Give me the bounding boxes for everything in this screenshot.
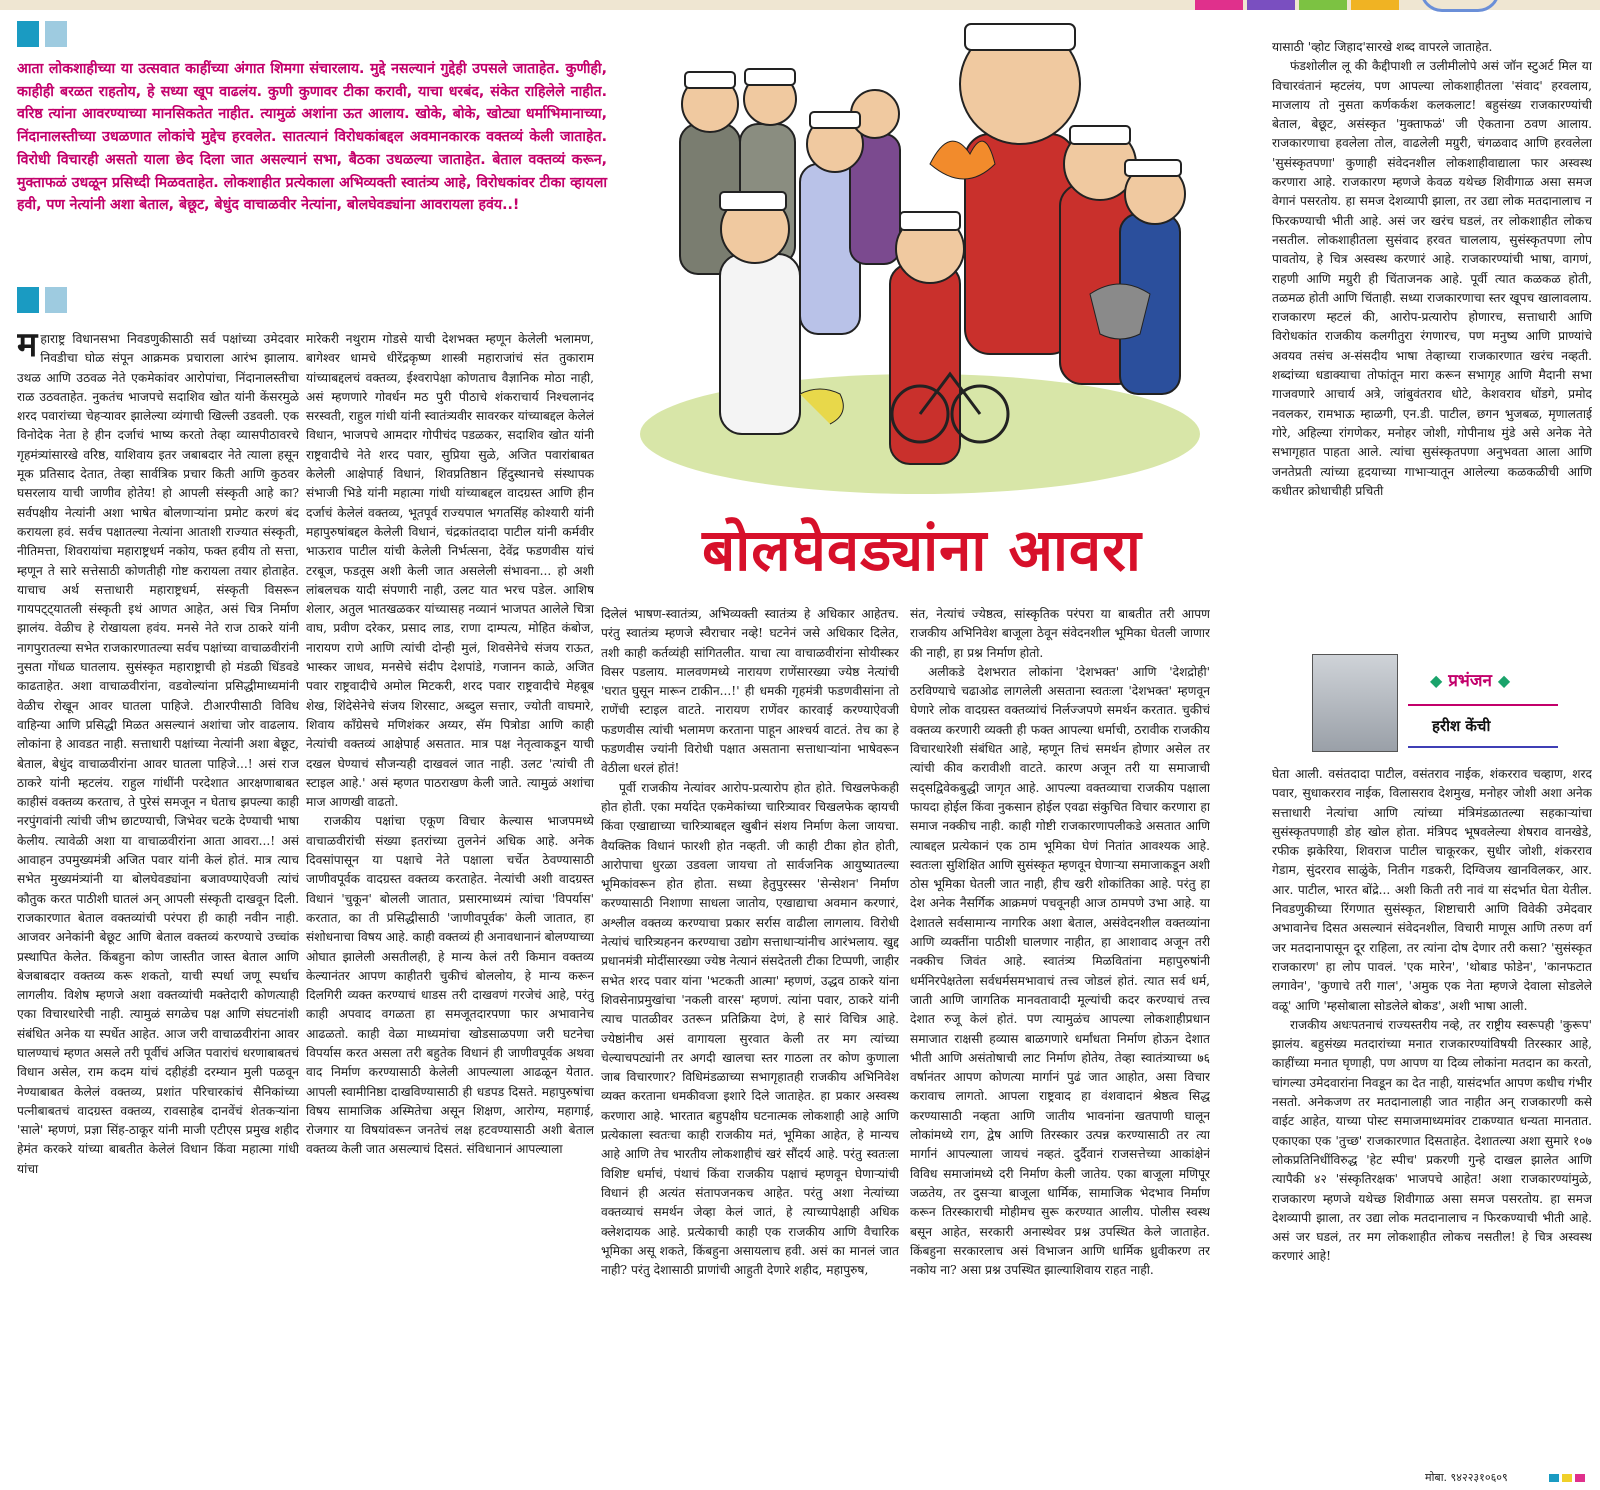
author-mobile: मोबा. ९४२२३१०६०९ bbox=[1425, 1471, 1508, 1484]
decor-square bbox=[45, 287, 67, 313]
article-paragraph: यासाठी 'व्होट जिहाद'सारखे शब्द वापरले जाताहेत. bbox=[1272, 40, 1493, 54]
author-name: हरीश केंची bbox=[1432, 717, 1491, 735]
article-column-4 bbox=[910, 605, 1210, 1470]
diamond-icon: ◆ bbox=[1430, 671, 1443, 690]
article-column-5-bottom bbox=[1272, 765, 1592, 1465]
article-paragraph: राजकीय अधःपतनाचं राज्यस्तरीय नव्हे, तर राष्ट्रीय स्वरूपही 'कुरूप' झालंय. बहुसंख्य मतदारांच्या मनात राजकारण्यांविषयी तिरस्कार आहे, काहींच्या मनात घृणाही, पण आपण या दिव्य लोकांना मतदान का करतो, चांगल्या उमेदवारांना निवडून का देत नाही, यासंदर्भात आपण कधीच गंभीर नसतो. अनेकजण तर मतदानालाही जात नाहीत अन् राजकारणी कसे वाईट आहेत, याच्या पोस्ट समाजमाध्यमांवर टाकण्यात धन्यता मानतात. एकाएका एक 'तुच्छ' राजकारणात दिसताहेत. देशातल्या अशा सुमारे १०७ लोकप्रतिनिधींविरुद्ध 'हेट स्पीच' प्रकरणी गुन्हे दाखल झालेत आणि त्यापैकी ४२ 'संस्कृतिरक्षक' भाजपचे आहेत! अशा राजकारण्यांमुळे, राजकारण म्हणजे यथेच्छ शिवीगाळ असा समज पसरतोय. हा समज देशव्यापी झाला, तर उद्या लोक मतदानालाच न फिरकण्याची भीती आहे. असं जर घडलं, तर मग लोकशाहीत लोकच नसतील! हे चित्र अस्वस्थ करणारं आहे! bbox=[1272, 1017, 1592, 1264]
color-tabs bbox=[1195, 0, 1399, 10]
intro-paragraph: आता लोकशाहीच्या या उत्सवात काहींच्या अंगात शिमगा संचारलाय. मुद्दे नसल्यानं गुद्देही उपसले जाताहेत. कुणीही, काहीही बरळत राहतोय, हे सध्या खूप वाढलंय. कुणी कुणावर टीका करावी, याचा धरबंद, संकेत राहिलेले नाहीत. वरिष्ठ त्यांना आवरण्याच्या मानसिकतेत नाहीत. त्यामुळं अशांना ऊत आलाय. खोके, बोके, खोट्या धर्माभिमानाच्या, निंदानालस्तीच्या उधळणात लोकांचे मुद्देच हरवलेत. सातत्यानं विरोधकांबद्दल अवमानकारक वक्तव्यं केली जाताहेत. विरोधी विचारही असतो याला छेद दिला जात असल्यानं सभा, बैठका उधळल्या जाताहेत. बेताल वक्तव्यं करून, मुक्ताफळं उधळून प्रसिध्दी मिळवताहेत. लोकशाहीत प्रत्येकाला अभिव्यक्ती स्वातंत्र्य आहे, विरोधकांवर टीका व्हायला हवी, पण नेत्यांनी अशा बेताल, बेछूट, बेधुंद वाचाळवीर नेत्यांना, बोलघेवड्यांना आवरायला हवंय..! bbox=[17, 61, 607, 214]
article-paragraph: महाराष्ट्र विधानसभा निवडणुकीसाठी सर्व पक्षांच्या उमेदवार निवडीचा घोळ संपून आक्रमक प्रचाराला आरंभ झालाय. उथळ आणि उठवळ नेते एकमेकांवर आरोपांचा, निंदानालस्तीचा राळ उठवताहेत. नुकतंच भाजपचे सदाशिव खोत यांनी केंसरमुळे शरद पवारांच्या चेहऱ्यावर झालेल्या व्यंगाची खिल्ली उडवली. एक विनोदेक नेता हे हीन दर्जाचं भाष्य करतो तेव्हा व्यासपीठावरचे गृहमंत्र्यांसारखे वरिष्ठ, याशिवाय इतर जबाबदार नेते त्याला हसून मूक प्रतिसाद देतात, तेव्हा सार्वत्रिक प्रचार किती आणि कुठवर घसरलाय याची जाणीव होतेय! हो आपली संस्कृती आहे का? सर्वपक्षीय नेत्यांनी अशा भाषेत बोलणाऱ्यांना प्रमोट करणं बंद करायला हवं. सर्वच पक्षातल्या नेत्यांना आताशी राज्यात संस्कृती, नीतिमत्ता, शिवरायांचा महाराष्ट्रधर्म नकोय, फक्त हवीय तो सत्ता, म्हणून ते सारे सत्तेसाठी कोणतीही गोष्ट करायला तयार होताहेत. याचाच अर्थ सत्ताधारी महाराष्ट्रधर्म, संस्कृती विसरून गायपट्ट्यातली संस्कृती इथं आणत आहेत, असं चित्र निर्माण झालंय. वेळीच हे रोखायला हवंय. मनसे नेते राज ठाकरे यांनी नागपुरातल्या सभेत राजकारणातल्या सर्वच पक्षांच्या वाचाळवीरांनी नुसता गोंधळ घातलाय. सुसंस्कृत महाराष्ट्राची हो मंडळी धिंडवडे काढताहेत. अशा वाचाळवीरांना, वडवोल्यांना प्रसिद्धीमाध्यमांनी वेळीच रोखून आवर घातला पाहिजे. टीआरपीसाठी विविध वाहिन्या आणि प्रसिद्धी मिळत असल्यानं अशांचा जोर वाढलाय. लोकांना हे आवडत नाही. सत्ताधारी पक्षांच्या नेत्यांनी अशा बेछूट, बेताल, बेधुंद वाचाळवीरांना आवर घातला पाहिजे...! असं राज ठाकरे यांनी म्हटलंय. राहुल गांधींनी परदेशात आरक्षणाबाबत काहीसं वक्तव्य करताच, ते पुरेसं समजून न घेताच झपल्या काही नरपुंगवांनी त्यांची जीभ छाटण्याची, जिभेवर चटके देण्याची भाषा केलीय. त्यावेळी अशा या वाचाळवीरांना आता आवरा...! असं आवाहन उपमुख्यमंत्री अजित पवार यांनी केलं होतं. मात्र त्याच सभेत मुख्यमंत्र्यांनी या बोलघेवड्यांना बजावण्याऐवजी त्यांचं कौतुक करत पाठीशी घातलं अन् आपली संस्कृती दाखवून दिली. राजकारणात बेताल वक्तव्यांची परंपरा ही काही नवीन नाही. आजवर अनेकांनी बेछूट आणि बेताल वक्तव्यं करण्याचे उच्चांक प्रस्थापित केलेत. किंबहुना कोण जास्तीत जास्त बेताल आणि बेजबाबदार वक्तव्य करू शकतो, याची स्पर्धा जणू स्पर्धाच लागलीय. विशेष म्हणजे अशा वक्तव्यांची मक्तेदारी कोणत्याही एका विचारधारेची नाही. त्यामुळं सगळेच पक्ष आणि संघटनांशी संबंधित अनेक या स्पर्धेत आहेत. आज जरी वाचाळवीरांना आवर घालण्याचं म्हणत असले तरी पूर्वीचं अजित पवारांचं धरणाबाबतचं विधान असेल, राम कदम यांचं दहीहंडी दरम्यान मुली पळवून नेण्याबाबत केलेलं वक्तव्य, प्रशांत परिचारकांचं सैनिकांच्या पत्नीबाबतचं वादग्रस्त वक्तव्य, रावसाहेब दानवेंचं शेतकऱ्यांना 'साले' म्हणणं, प्रज्ञा सिंह-ठाकूर यांनी माजी एटीएस प्रमुख शहीद हेमंत करकरे यांच्या बाबतीत केलेलं विधान किंवा महात्मा गांधी यांचा bbox=[17, 330, 299, 1176]
article-column-5-top bbox=[1272, 38, 1592, 638]
article-column-3 bbox=[601, 605, 899, 1470]
masthead-logo bbox=[1420, 0, 1500, 12]
article-column-2 bbox=[306, 330, 594, 1470]
decor-square bbox=[17, 287, 39, 313]
political-cartoon-illustration bbox=[620, 14, 1235, 504]
tab-orange bbox=[1351, 0, 1399, 10]
article-paragraph: घेता आली. वसंतदादा पाटील, वसंतराव नाईक, शंकरराव चव्हाण, शरद पवार, सुधाकरराव नाईक, विलासराव देशमुख, मनोहर जोशी अशा अनेक सत्ताधारी नेत्यांचा आणि त्यांच्या मंत्रिमंडळातल्या सहकाऱ्यांचा सुसंस्कृतपणाही डोह खोल होता. मंत्रिपद भूषवलेल्या शेषराव वानखेडे, रफीक झकेरिया, शिवराज पाटील चाकूरकर, सुधीर जोशी, शंकरराव गेडाम, सुंदरराव साळुंके, नितीन गडकरी, दिग्विजय खानविलकर, आर. आर. पाटील, भारत बोंद्रे... अशी किती तरी नावं या संदर्भात घेता येतील. निवडणुकीच्या रिंगणात सुसंस्कृत, शिष्टाचारी आणि विवेकी उमेदवार अभावानेच दिसत असल्यानं संवेदनशील, विचारी माणूस आणि तरुण वर्ग जर मतदानापासून दूर राहिला, तर त्यांना दोष देणार तरी कसा? 'सुसंस्कृत राजकारण' हा लोप पावलं. 'एक मारेन', 'थोबाड फोडेन', 'कानफटात लगावेन', 'कुणाचे तरी गाल', 'अमुक एक नेता म्हणजे देवाला सोडलेले वळू' आणि 'म्हसोबाला सोडलेले बोकड', अशी भाषा आली. bbox=[1272, 767, 1592, 1013]
article-paragraph: संत, नेत्यांचं ज्येष्ठत्व, सांस्कृतिक परंपरा या बाबतीत तरी आपण राजकीय अभिनिवेश बाजूला ठेवून संवेदनशील भूमिका घेतली जाणार की नाही, हा प्रश्न निर्माण होतो. bbox=[910, 607, 1210, 660]
dropcap: म bbox=[17, 330, 38, 365]
tab-green bbox=[1299, 0, 1347, 10]
decor-square bbox=[45, 21, 67, 47]
tab-purple bbox=[1247, 0, 1295, 10]
divider bbox=[1408, 746, 1558, 748]
article-paragraph: मारेकरी नथुराम गोडसे याची देशभक्त म्हणून केलेली भलामण, बागेश्वर धामचे धीरेंद्रकृष्ण शास्त्री महाराजांचं संत तुकाराम यांच्याबद्दलचं वक्तव्य, ईश्वरापेक्षा कोणताच वैज्ञानिक मोठा नाही, असं म्हणणारे गोवर्धन मठ पुरी पीठाचे शंकराचार्य निश्चलानंद सरस्वती, राहुल गांधी यांनी स्वातंत्र्यवीर सावरकर यांच्याबद्दल केलेलं विधान, भाजपचे आमदार गोपीचंद पडळकर, सदाशिव खोत यांनी राष्ट्रवादीचे नेते शरद पवार, सुप्रिया सुळे, अजित पवारांबाबत केलेली आक्षेपार्ह विधानं, शिवप्रतिष्ठान हिंदुस्थानचे संस्थापक संभाजी भिडे यांनी महात्मा गांधी यांच्याबद्दल वादग्रस्त आणि हीन दर्जाचं केलेलं वक्तव्य, भूतपूर्व राज्यपाल भगतसिंह कोश्यारी यांनी महापुरुषांबद्दल केलेली विधानं, चंद्रकांतदादा पाटील यांनी कर्मवीर भाऊराव पाटील यांची केलेली निर्भत्सना, देवेंद्र फडणवीस यांचं टरबूज, फडतूस अशी केली जात असलेली संभावना... हो अशी लांबलचक यादी संपणारी नाही, उलट यात भरच पडेल. आशिष शेलार, अतुल भातखळकर यांच्यासह नव्यानं भाजपत आलेले चित्रा वाघ, प्रवीण दरेकर, प्रसाद लाड, राणा दाम्पत्य, मोहित कंबोज, नारायण राणे आणि त्यांची दोन्ही मुलं, शिवसेनेचे संजय राऊत, भास्कर जाधव, मनसेचे संदीप देशपांडे, गजानन काळे, अजित पवार राष्ट्रवादीचे अमोल मिटकरी, शरद पवार राष्ट्रवादीचे मेहबूब शेख, शिंदेसेनेचे संजय शिरसाट, अब्दुल सत्तार, ज्योती वाघमारे, शिवाय काँग्रेसचे मणिशंकर अय्यर, सॅम पित्रोडा आणि काही नेत्यांची वक्तव्यं आक्षेपार्ह असतात. मात्र पक्ष नेतृत्वाकडून याची दखल घेण्याचं सौजन्यही दाखवलं जात नाही. उलट 'त्यांची ती स्टाइल आहे.' असं म्हणत पाठराखण केली जाते. त्यामुळं अशांचा माज आणखी वाढतो. bbox=[306, 332, 594, 810]
diamond-icon: ◆ bbox=[1497, 671, 1511, 690]
column-title bbox=[1430, 668, 1510, 691]
color-mark bbox=[1575, 1474, 1585, 1482]
column-name: प्रभंजन bbox=[1448, 671, 1492, 691]
article-column-1 bbox=[17, 330, 299, 1470]
article-paragraph: दिलेलं भाषण-स्वातंत्र्य, अभिव्यक्ती स्वातंत्र्य हे अधिकार आहेतच. परंतु स्वातंत्र्य म्हणजे स्वैराचार नव्हे! घटनेनं जसे अधिकार दिलेत, तशी काही कर्तव्यंही सांगितलीत. याचा त्या वाचाळवीरांना सोयीस्कर विसर पडलाय. मालवणमध्ये नारायण राणेंसारख्या ज्येष्ठ नेत्यांची 'घरात घुसून मारून टाकीन...!' ही धमकी गृहमंत्री फडणवीसांना तो राणेंची स्टाइल वाटते. नारायण राणेंवर कारवाई करण्याऐवजी फडणवीस त्यांची भलामण करताना पाहून आश्चर्य वाटतं. तेच का हे फडणवीस ज्यांनी विरोधी पक्षात असताना सत्ताधाऱ्यांना भाषेवरून वेठीला धरलं होतं! bbox=[601, 607, 899, 776]
divider bbox=[1408, 704, 1558, 706]
byline-box bbox=[1312, 654, 1557, 754]
color-marks bbox=[1549, 1474, 1585, 1482]
author-photo bbox=[1312, 654, 1398, 752]
tab-magenta bbox=[1195, 0, 1243, 10]
article-paragraph: अलीकडे देशभरात लोकांना 'देशभक्त' आणि 'देशद्रोही' ठरविण्याचे चढाओढ लागलेली असताना स्वतःला 'देशभक्त' म्हणवून घेणारे लोक वादग्रस्त वक्तव्यांचं निर्लज्जपणे समर्थन करतात. चुकीचं वक्तव्य करणारी व्यक्ती ही फक्त आपल्या धर्माची, ठरावीक राजकीय विचारधारेशी संबंधित आहे, म्हणून तिचं समर्थन होणार असेल तर त्यांची कीव करावीशी वाटते. कारण अजून तरी या समाजाची सद्सद्विवेकबुद्धी जागृत आहे. आपल्या वक्तव्याचा राजकीय पक्षाला फायदा होईल किंवा नुकसान होईल एवढा संकुचित विचार करणारा हा समाज नक्कीच नाही. काही गोष्टी राजकारणापलीकडे असतात आणि त्याबद्दल प्रत्येकानं एक ठाम भूमिका घेणं नितांत आवश्यक आहे. स्वतःला सुशिक्षित आणि सुसंस्कृत म्हणवून घेणाऱ्या समाजाकडून अशी ठोस भूमिका घेतली जात नाही, हीच खरी शोकांतिका आहे. परंतु हा देश अनेक नैसर्गिक आक्रमणं पचवूनही आज ठामपणे उभा आहे. या देशातले सर्वसामान्य नागरिक अशा बेताल, असंवेदनशील वक्तव्यांना आणि व्यक्तींना पाठीशी घालणार नाहीत, हा आशावाद अजून तरी नक्कीच जिवंत आहे. स्वातंत्र्य मिळवितांना महापुरुषांनी धर्मनिरपेक्षतेला सर्वधर्मसमभावाचं तत्त्व जोडलं होतं. त्यात सर्व धर्म, जाती आणि जागतिक मानवतावादी मूल्यांची कदर करण्याचं तत्त्व देशात रुजू केलं होतं. पण त्यामुळंच आपल्या लोकशाहीप्रधान समाजात राक्षसी हव्यास बाळगणारे धर्मांधता निर्माण होऊन देशात भीती आणि असंतोषाची लाट निर्माण होतेय, तेव्हा स्वातंत्र्याच्या ७६ वर्षानंतर आपण कोणत्या मार्गानं पुढं जात आहोत, असा विचार करावाच लागतो. आपला राष्ट्रवाद हा वंशवादानं श्रेष्ठत्व सिद्ध करण्यासाठी नव्हता आणि जातीय भावनांना खतपाणी घालून लोकांमध्ये राग, द्वेष आणि तिरस्कार उत्पन्न करण्यासाठी तर त्या मार्गानं आपल्याला जायचं नव्हतं. दुर्दैवानं राजसत्तेच्या आकांक्षेनं विविध समाजांमध्ये दरी निर्माण केली जातेय. एका बाजूला मणिपूर जळतेय, तर दुसऱ्या बाजूला धार्मिक, सामाजिक भेदभाव निर्माण करून तिरस्काराची मोहीमच सुरू करण्यात आलीय. पोलीस स्वस्थ बसून आहेत, सरकारी अनास्थेवर प्रश्न उपस्थित केले जाताहेत. किंबहुना सरकारलाच असं विभाजन आणि धार्मिक ध्रुवीकरण तर नकोय ना? असा प्रश्न उपस्थित झाल्याशिवाय राहत नाही. bbox=[910, 664, 1210, 1278]
article-paragraph: पूर्वी राजकीय नेत्यांवर आरोप-प्रत्यारोप होत होते. चिखलफेकही होत होती. एका मर्यादेत एकमेकांच्या चारित्र्यावर चिखलफेक व्हायची किंवा एखाद्याच्या चारित्र्याबद्दल खुबीनं संशय निर्माण केला जायचा. वैयक्तिक विधानं फारशी होत नव्हती. जी काही टीका होत होती, आरोपाचा धुरळा उडवला जायचा तो सार्वजनिक आयुष्यातल्या भूमिकांवरून होत होता. सध्या हेतुपुरस्सर 'सेन्सेशन' निर्माण करण्यासाठी निशाणा साधला जातोय, एखाद्याचा अवमान करणारं, अश्लील वक्तव्य करण्याचा प्रकार सर्रास वाढीला लागलाय. विरोधी नेत्यांचं चारित्र्यहनन करण्याचा उद्योग सत्ताधाऱ्यांनीच आरंभलाय. खुद्द प्रधानमंत्री मोदींसारख्या ज्येष्ठ नेत्यानं संसदेतली टीका टिप्पणी, जाहीर सभेत शरद पवार यांना 'भटकती आत्मा' म्हणणं, उद्धव ठाकरे यांना शिवसेनाप्रमुखांचा 'नकली वारस' म्हणणं. त्यांना पवार, ठाकरे यांनी त्याच पातळीवर उतरून प्रतिक्रिया देणं, हे सारं विचित्र आहे. ज्येष्ठांनीच असं वागायला सुरवात केली तर मग त्यांच्या चेल्याचपट्यांनी तर अगदी खालचा स्तर गाठला तर कोण कुणाला जाब विचारणार? विधिमंडळाच्या सभागृहातही राजकीय अभिनिवेश व्यक्त करताना धमकीवजा इशारे दिले जाताहेत. हा प्रकार अस्वस्थ करणारा आहे. भारतात बहुपक्षीय घटनात्मक लोकशाही आहे आणि प्रत्येकाला स्वतःचा काही राजकीय मतं, भूमिका आहेत, हे मान्यच आहे आणि तेच भारतीय लोकशाहीचं खरं सौंदर्य आहे. परंतु स्वतःला विशिष्ट धर्माचं, पंथाचं किंवा राजकीय पक्षाचं म्हणवून घेणाऱ्यांची विधानं ही अत्यंत संतापजनकच आहेत. परंतु अशा नेत्यांच्या वक्तव्याचं समर्थन जेव्हा केलं जातं, हे त्याच्यापेक्षाही अधिक क्लेशदायक आहे. प्रत्येकाची काही एक राजकीय आणि वैचारिक भूमिका असू शकते, किंबहुना असायलाच हवी. असं का मानलं जात नाही? परंतु देशासाठी प्राणांची आहुती देणारे शहीद, महापुरुष, bbox=[601, 780, 899, 1278]
color-mark bbox=[1562, 1474, 1572, 1482]
headline: बोलघेवड्यांना आवरा bbox=[702, 516, 1142, 584]
color-mark bbox=[1549, 1474, 1559, 1482]
article-paragraph: राजकीय पक्षांचा एकूण विचार केल्यास भाजपमध्ये वाचाळवीरांची संख्या इतरांच्या तुलनेनं अधिक आहे. अनेक दिवसांपासून या पक्षाचे नेते पक्षाला चर्चेत ठेवण्यासाठी जाणीवपूर्वक वादग्रस्त वक्तव्य करताहेत. नेत्यांची अशी वादग्रस्त विधानं 'चुकून' बोलली जातात, प्रसारमाध्यमं त्यांचा 'विपर्यास' करतात, का ती प्रसिद्धीसाठी 'जाणीवपूर्वक' केली जातात, हा संशोधनाचा विषय आहे. काही वक्तव्यं ही अनावधानानं बोलण्याच्या ओघात झालेली असतीलही, हे मान्य केलं तरी किमान वक्तव्य केल्यानंतर आपण काहीतरी चुकीचं बोललोय, हे मान्य करून दिलगिरी व्यक्त करण्याचं धाडस तरी दाखवणं गरजेचं आहे, परंतु काही अपवाद वगळता हा समजूतदारपणा फार अभावानेच आढळतो. काही वेळा माध्यमांचा खोडसाळपणा जरी घटनेचा विपर्यास करत असला तरी बहुतेक विधानं ही जाणीवपूर्वक अथवा वाद निर्माण करण्यासाठी केलेली आपल्याला आढळून येतात. आपली स्वामीनिष्ठा दाखविण्यासाठी ही धडपड दिसते. महापुरुषांचा विषय सामाजिक अस्मितेचा असून शिक्षण, आरोग्य, महागाई, रोजगार या विषयांवरून जनतेचं लक्ष हटवण्यासाठी अशी बेताल वक्तव्य केली जात असल्याचं दिसतं. संविधानानं आपल्याला bbox=[306, 814, 594, 1157]
decor-square bbox=[17, 21, 39, 47]
article-paragraph: फंडशोलील लू की कैद्दीपाशी ल उलीमीलोपे असं जॉन स्टुअर्ट मिल या विचारवंतानं म्हटलंय, पण आपल्या लोकशाहीतला 'संवाद' हरवलाय, माजलाय तो नुसता कर्णकर्कश कलकलाट! बहुसंख्य राजकारण्यांची बेताल, बेछूट, असंस्कृत 'मुक्ताफळं' जी ऐकताना ठवण आलाय. राजकारणाचा हवलेला तोल, वाढलेली मग्रुरी, चंगळवाद आणि हरवलेला 'सुसंस्कृतपणा' कुणाही संवेदनशील लोकशाहीवाद्याला फार अस्वस्थ करणारा आहे. राजकारण म्हणजे केवळ यथेच्छ शिवीगाळ असा समज वेगानं पसरतोय. हा समज देशव्यापी झाला, तर उद्या लोक मतदानालाच न फिरकण्याची भीती आहे. असं जर खरंच घडलं, तर लोकशाहीत लोकच नसतील. लोकशाहीतला सुसंवाद हरवत चाललाय, सुसंस्कृतपणा लोप पावतोय, हे चित्र अस्वस्थ करणारं आहे. राजकारण्यांची भाषा, वागणं, राहणी आणि मग्रुरी ही चिंताजनक आहे. पूर्वी त्यात कळकळ होती, तळमळ होती आणि चिंताही. सध्या राजकारणाचा स्तर खूपच खालावलाय. राजकारण म्हटलं की, आरोप-प्रत्यारोप होणारच, सत्ताधारी आणि विरोधकांत राजकीय कलगीतुरा रंगणारच, पण मनुष्य आणि प्राण्यांचे अवयव तसंच अ-संसदीय भाषा तेव्हाच्या राजकारणात खरंच नव्हती. शब्दांच्या धडाक्याचा तोफांतून मारा करून सभागृह आणि मैदानी सभा गाजवणारे आचार्य अत्रे, जांबुवंतराव धोटे, केशवराव धोंडगे, प्रमोद नवलकर, रामभाऊ म्हाळगी, एन.डी. पाटील, छगन भुजबळ, मृणालताई गोरे, अहिल्या रांगणेकर, मनोहर जोशी, गोपीनाथ मुंडे असे अनेक नेते सभागृहात पाहता आले. त्यांचा सुसंस्कृतपणा अनुभवता आला आणि जनतेप्रती त्यांच्या हृदयाच्या गाभाऱ्यातून आलेल्या कळकळीची आणि कधीतर क्रोधाचीही प्रचिती bbox=[1272, 59, 1592, 498]
